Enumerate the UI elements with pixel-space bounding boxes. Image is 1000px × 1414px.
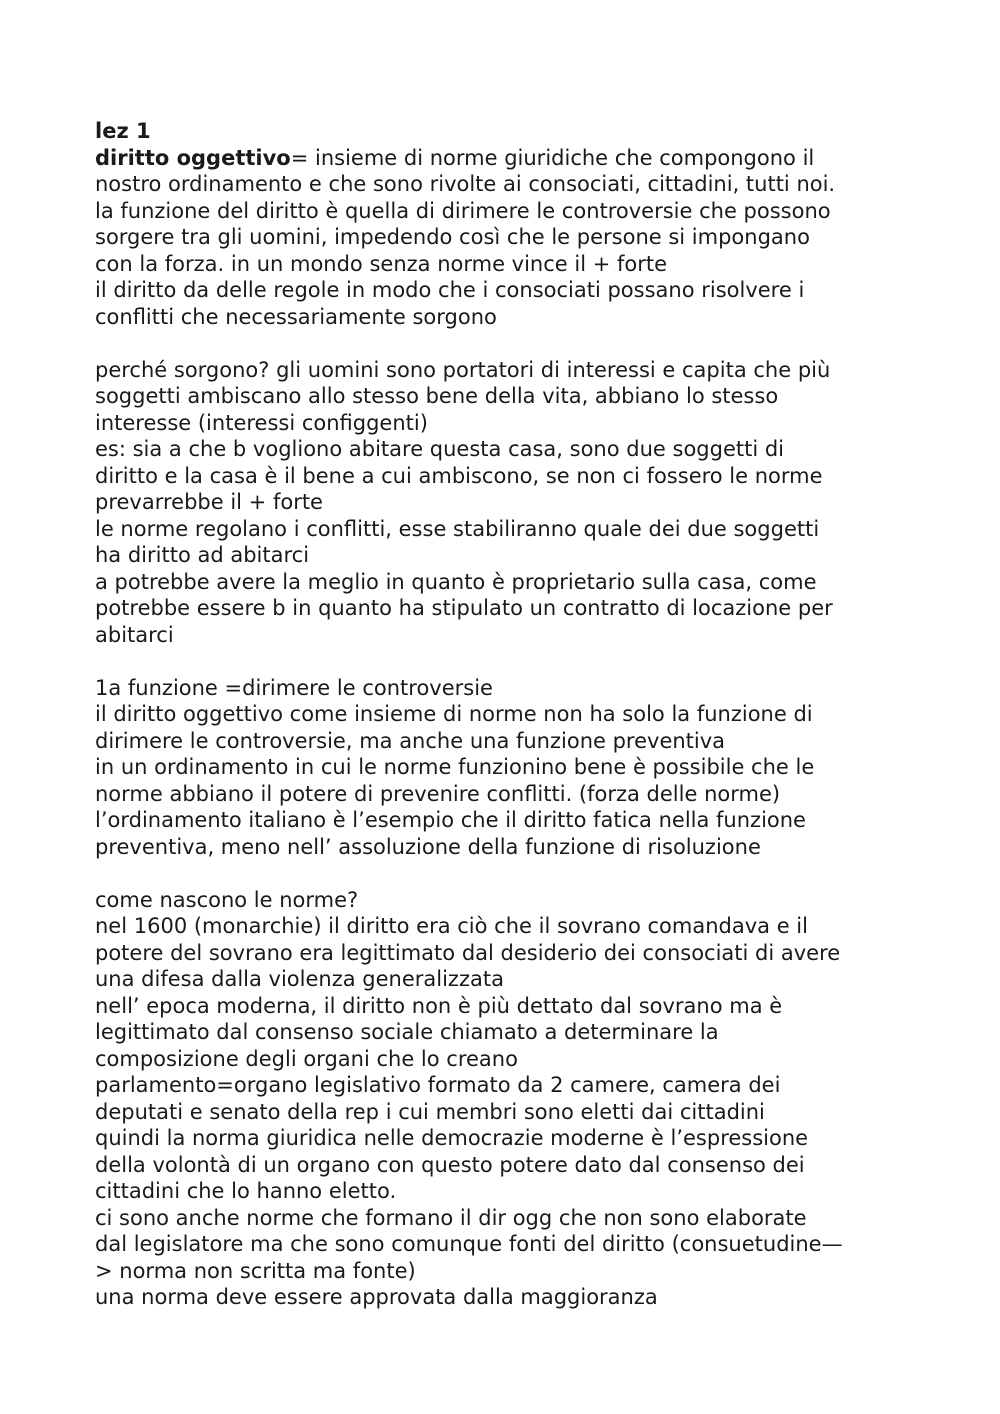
- text-line: diritto e la casa è il bene a cui ambiscono, se non ci fossero le norme: [95, 463, 823, 488]
- paragraph-4: [95, 887, 925, 1311]
- text-line: norme abbiano il potere di prevenire conflitti. (forza delle norme): [95, 781, 781, 806]
- text-line: conflitti che necessariamente sorgono: [95, 304, 497, 329]
- text-line: abitarci: [95, 622, 174, 647]
- text-line: soggetti ambiscano allo stesso bene della vita, abbiano lo stesso: [95, 384, 779, 408]
- text-line: interesse (interessi configgenti): [95, 410, 428, 435]
- text-line: ci sono anche norme che formano il dir ogg che non sono elaborate: [95, 1205, 807, 1230]
- text-line: prevarrebbe il + forte: [95, 490, 323, 514]
- text-line: come nascono le norme?: [95, 887, 359, 912]
- text-line: la funzione del diritto è quella di dirimere le controversie che possono: [95, 198, 831, 223]
- text-line: deputati e senato della rep i cui membri sono eletti dai cittadini: [95, 1099, 765, 1124]
- text-line: composizione degli organi che lo creano: [95, 1046, 518, 1071]
- text-line: 1a funzione =dirimere le controversie: [95, 675, 493, 700]
- text-line: potere del sovrano era legittimato dal desiderio dei consociati di avere: [95, 940, 841, 965]
- text-line: con la forza. in un mondo senza norme vince il + forte: [95, 251, 668, 276]
- text-line: le norme regolano i conflitti, esse stabiliranno quale dei due soggetti: [95, 516, 820, 541]
- paragraph-2: [95, 357, 925, 649]
- text-line: una difesa dalla violenza generalizzata: [95, 967, 504, 991]
- blank-line: [95, 860, 925, 887]
- text-line: es: sia a che b vogliono abitare questa casa, sono due soggetti di: [95, 437, 785, 461]
- text-line: il diritto da delle regole in modo che i consociati possano risolvere i: [95, 278, 805, 302]
- blank-line: [95, 330, 925, 357]
- text-line: in un ordinamento in cui le norme funzionino bene è possibile che le: [95, 755, 815, 779]
- paragraph-1: [95, 171, 925, 330]
- text-line: dal legislatore ma che sono comunque fonti del diritto (consuetudine—: [95, 1232, 843, 1256]
- text-line: > norma non scritta ma fonte): [95, 1258, 416, 1283]
- text-line: dirimere le controversie, ma anche una funzione preventiva: [95, 728, 726, 753]
- text-line: a potrebbe avere la meglio in quanto è proprietario sulla casa, come: [95, 569, 817, 594]
- paragraph-3: [95, 675, 925, 861]
- text-line: potrebbe essere b in quanto ha stipulato un contratto di locazione per: [95, 596, 833, 620]
- text-line: preventiva, meno nell’ assoluzione della funzione di risoluzione: [95, 834, 761, 859]
- text-line: ha diritto ad abitarci: [95, 543, 310, 567]
- definition-text: = insieme di norme giuridiche che compongono il: [290, 145, 815, 170]
- text-line: nostro ordinamento e che sono rivolte ai consociati, cittadini, tutti noi.: [95, 172, 836, 196]
- blank-line: [95, 648, 925, 675]
- text-line: una norma deve essere approvata dalla maggioranza: [95, 1285, 658, 1309]
- text-line: quindi la norma giuridica nelle democrazie moderne è l’espressione: [95, 1126, 809, 1150]
- text-line: perché sorgono? gli uomini sono portatori di interessi e capita che più: [95, 357, 831, 382]
- definition-line: [95, 145, 925, 172]
- text-line: della volontà di un organo con questo potere dato dal consenso dei: [95, 1152, 805, 1177]
- defined-term: diritto oggettivo: [95, 145, 291, 170]
- lesson-title: lez 1: [95, 119, 151, 143]
- text-line: nell’ epoca moderna, il diritto non è più dettato dal sovrano ma è: [95, 993, 783, 1018]
- text-line: parlamento=organo legislativo formato da 2 camere, camera dei: [95, 1073, 781, 1097]
- text-line: l’ordinamento italiano è l’esempio che il diritto fatica nella funzione: [95, 808, 806, 832]
- text-line: nel 1600 (monarchie) il diritto era ciò che il sovrano comandava e il: [95, 914, 808, 938]
- text-line: legittimato dal consenso sociale chiamato a determinare la: [95, 1020, 719, 1044]
- text-line: cittadini che lo hanno eletto.: [95, 1179, 397, 1203]
- text-line: il diritto oggettivo come insieme di norme non ha solo la funzione di: [95, 702, 813, 726]
- text-line: sorgere tra gli uomini, impedendo così che le persone si impongano: [95, 225, 810, 249]
- document-page: [95, 118, 925, 1311]
